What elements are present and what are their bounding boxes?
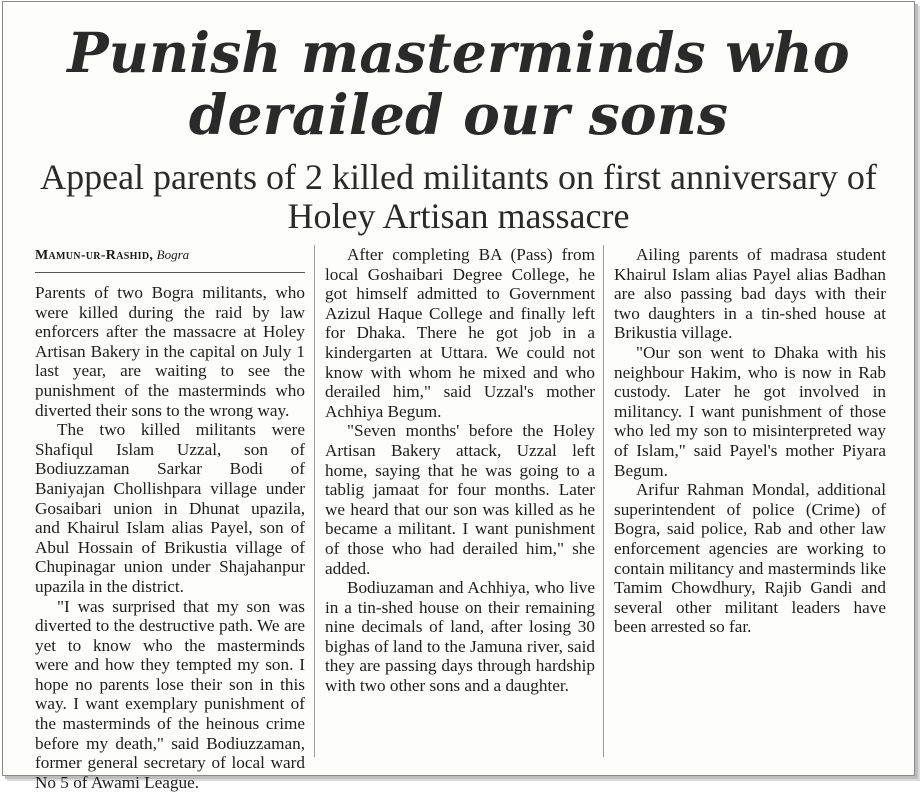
subheadline: Appeal parents of 2 killed militants on first anniversary of Holey Artisan massacre xyxy=(40,157,877,236)
article-column-3 xyxy=(614,245,886,637)
byline-author: Mamun-ur-Rashid, xyxy=(35,248,154,263)
article-paragraph: "Seven months' before the Holey Artisan Bakery attack, Uzzal left home, saying that he was going to a tablig jamaat for four months. Later we heard that our son was killed as he became a militant. I want punishment of those who had derailed him," she added. xyxy=(325,421,595,578)
article-paragraph: The two killed militants were Shafiqul Islam Uzzal, son of Bodiuzzaman Sarkar Bodi of Baniyajan Chollishpara village under Gosaibari union in Dhunat upazila, and Khairul Islam alias Payel, son of Abul Hossain of Brikustia village of Chupinagar union under Shajahanpur upazila in the district. xyxy=(35,420,305,596)
article-paragraph: "Our son went to Dhaka with his neighbour Hakim, who is now in Rab custody. Later he got involved in militancy. I want punishment of those who led my son to misinterpreted way of Islam," said Payel's mother Piyara Begum. xyxy=(614,342,886,480)
newspaper-clipping xyxy=(2,1,915,792)
article-paragraph: Arifur Rahman Mondal, additional superintendent of police (Crime) of Bogra, said police, Rab and other law enforcement agencies are working to contain militancy and masterminds like Tamim Chowdhury, Rajib Gandi and several other militant leaders have been arrested so far. xyxy=(614,480,886,637)
column-divider xyxy=(603,245,604,757)
headline: Punish masterminds who derailed our sons xyxy=(67,20,850,147)
article-paragraph: After completing BA (Pass) from local Goshaibari Degree College, he got himself admitted to Government Azizul Haque College and finally left for Dhaka. There he got job in a kindergarten at Uttara. We could not know with whom he mixed and who derailed him," said Uzzal's mother Achhiya Begum. xyxy=(325,245,595,421)
article-body xyxy=(35,245,886,792)
column-divider xyxy=(314,245,315,757)
article-column-2 xyxy=(325,245,595,696)
article-paragraph: Parents of two Bogra militants, who were killed during the raid by law enforcers after the massacre at Holey Artisan Bakery in the capital on July 1 last year, are waiting to see the punishment of the masterminds who diverted their sons to the wrong way. xyxy=(35,283,305,420)
article-paragraph: Bodiuzaman and Achhiya, who live in a tin-shed house on their remaining nine decimals of land, after losing 30 bighas of land to the Jamuna river, said they are passing days through hardship with two other sons and a daughter. xyxy=(325,578,595,696)
byline xyxy=(35,245,305,273)
article-paragraph: "I was surprised that my son was diverted to the destructive path. We are yet to know who the masterminds were and how they tempted my son. I hope no parents lose their son in this way. I want exemplary punishment of the masterminds of the heinous crime before my death," said Bodiuzzaman, former general secretary of local ward No 5 of Awami League. xyxy=(35,596,305,792)
article-paragraph: Ailing parents of madrasa student Khairul Islam alias Payel alias Badhan are also passing bad days with their two daughters in a tin-shed house at Brikustia village. xyxy=(614,245,886,343)
byline-location: Bogra xyxy=(156,247,190,262)
article-column-1 xyxy=(35,245,305,792)
